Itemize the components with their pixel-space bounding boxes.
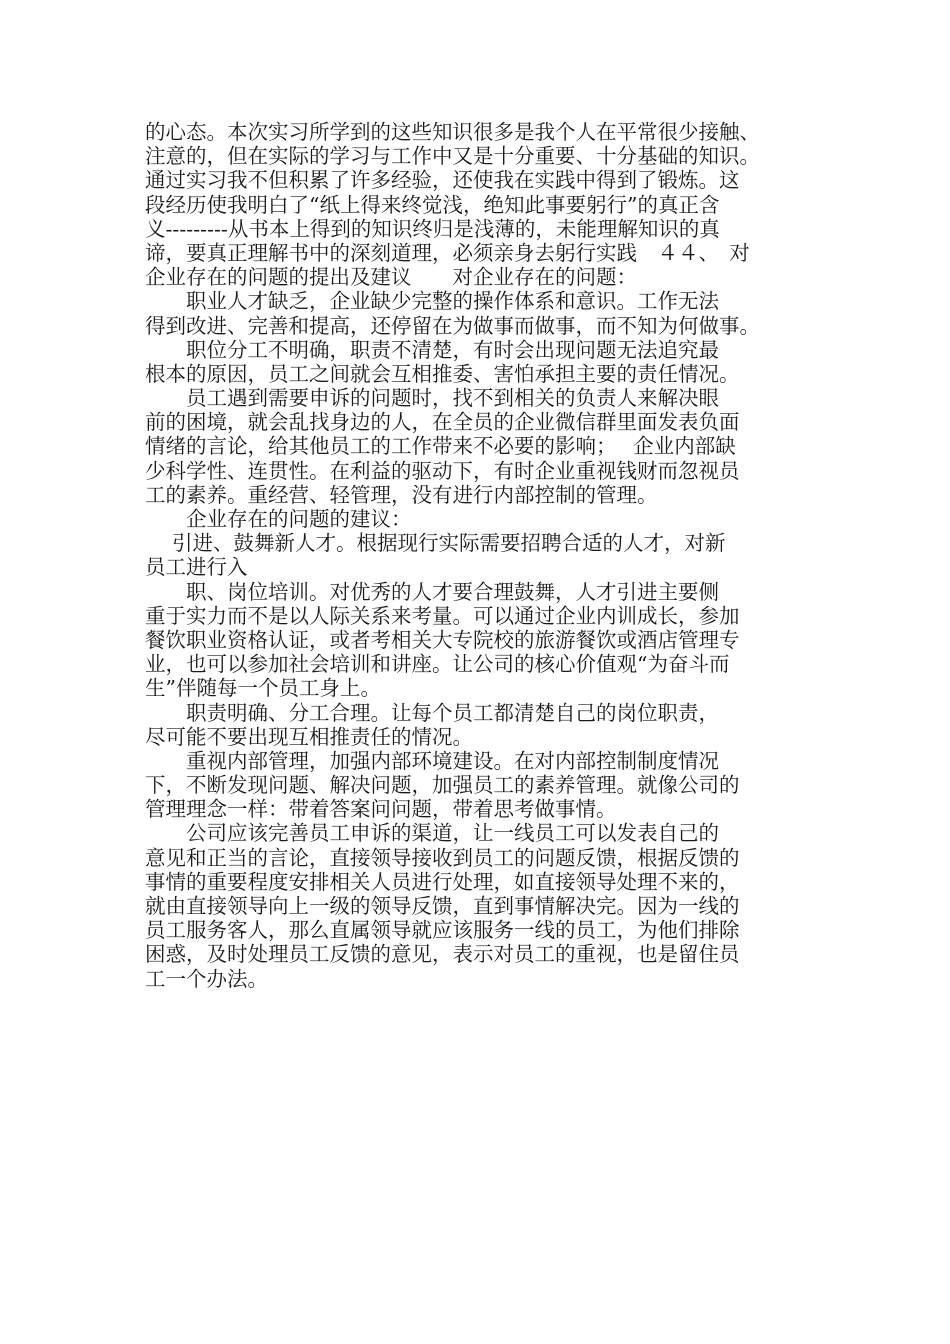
text-line-5: 义---------从书本上得到的知识终归是浅薄的，未能理解知识的真 (145, 216, 720, 241)
text-line-23: 业，也可以参加社会培训和讲座。让公司的核心价值观“为奋斗而 (145, 652, 730, 677)
text-line-7: 企业存在的问题的提出及建议 对企业存在的问题： (145, 265, 637, 290)
text-line-20: 职、岗位培训。对优秀的人才要合理鼓舞，人才引进主要侧 (145, 579, 719, 604)
text-line-31: 意见和正当的言论，直接领导接收到员工的问题反馈，根据反馈的 (145, 845, 740, 870)
text-line-12: 员工遇到需要申诉的问题时，找不到相关的负责人来解决眼 (145, 386, 719, 411)
text-line-32: 事情的重要程度安排相关人员进行处理，如直接领导处理不来的， (145, 869, 740, 894)
text-line-22: 餐饮职业资格认证，或者考相关大专院校的旅游餐饮或酒店管理专 (145, 627, 740, 652)
text-line-8: 职业人才缺乏，企业缺少完整的操作体系和意识。工作无法 (145, 289, 719, 314)
text-line-36: 工一个办法。 (145, 966, 268, 991)
document-body (145, 120, 815, 991)
text-line-24: 生”伴随每一个员工身上。 (145, 676, 381, 701)
text-line-14: 情绪的言论，给其他员工的工作带来不必要的影响； 企业内部缺 (145, 434, 736, 459)
text-line-13: 前的困境，就会乱找身边的人，在全员的企业微信群里面发表负面 (145, 410, 740, 435)
text-line-29: 管理理念一样：带着答案问问题，带着思考做事情。 (145, 797, 617, 822)
text-line-28: 下，不断发现问题、解决问题，加强员工的素养管理。就像公司的 (145, 773, 740, 798)
text-line-18: 引进、鼓舞新人才。根据现行实际需要招聘合适的人才，对新 (145, 531, 726, 556)
text-line-10: 职位分工不明确，职责不清楚，有时会出现问题无法追究最 (145, 337, 719, 362)
text-line-1: 的心态。本次实习所学到的这些知识很多是我个人在平常很少接触、 (145, 120, 760, 144)
text-line-33: 就由直接领导向上一级的领导反馈，直到事情解决完。因为一线的 (145, 894, 740, 918)
text-line-35: 困惑，及时处理员工反馈的意见，表示对员工的重视，也是留住员 (145, 942, 740, 967)
text-line-6: 谛，要真正理解书中的深刻道理，必须亲身去躬行实践 ４４、 对 (145, 240, 750, 265)
text-line-16: 工的素养。重经营、轻管理，没有进行内部控制的管理。 (145, 482, 658, 507)
text-line-19: 员工进行入 (145, 555, 248, 580)
text-line-3: 通过实习我不但积累了许多经验，还使我在实践中得到了锻炼。这 (145, 168, 740, 193)
text-line-17: 企业存在的问题的建议： (145, 507, 412, 531)
text-line-27: 重视内部管理，加强内部环境建设。在对内部控制制度情况 (145, 748, 719, 773)
text-line-11: 根本的原因，员工之间就会互相推委、害怕承担主要的责任情况。 (145, 361, 740, 386)
text-line-4: 段经历使我明白了“纸上得来终觉浅，绝知此事要躬行”的真正含 (145, 192, 720, 217)
text-line-9: 得到改进、完善和提高，还停留在为做事而做事，而不知为何做事。 (145, 313, 760, 338)
text-line-15: 少科学性、连贯性。在利益的驱动下，有时企业重视钱财而忽视员 (145, 458, 740, 483)
text-line-2: 注意的，但在实际的学习与工作中又是十分重要、十分基础的知识。 (145, 144, 760, 169)
text-line-34: 员工服务客人，那么直属领导就应该服务一线的员工，为他们排除 (145, 918, 740, 943)
text-line-26: 尽可能不要出现互相推责任的情况。 (145, 724, 473, 749)
text-line-30: 公司应该完善员工申诉的渠道，让一线员工可以发表自己的 (145, 821, 719, 846)
text-line-21: 重于实力而不是以人际关系来考量。可以通过企业内训成长，参加 (145, 603, 740, 628)
text-line-25: 职责明确、分工合理。让每个员工都清楚自己的岗位职责， (145, 700, 719, 725)
